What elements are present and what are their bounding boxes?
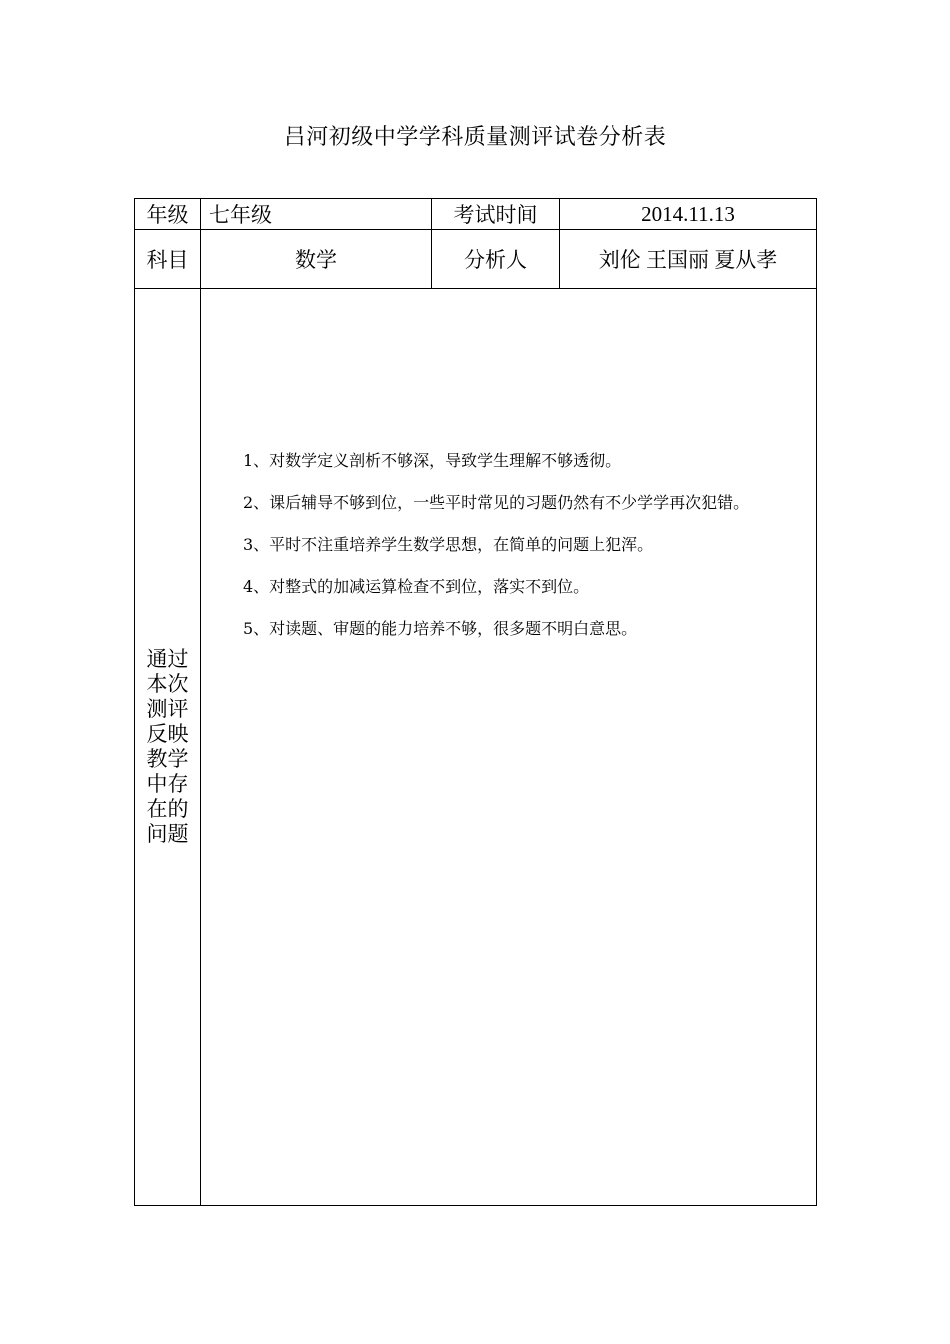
issues-content-cell bbox=[201, 289, 817, 1206]
subject-value: 数学 bbox=[201, 230, 432, 289]
analyst-value: 刘伦 王国丽 夏从孝 bbox=[560, 230, 817, 289]
table-row-grade bbox=[135, 199, 817, 230]
issues-label: 通过本次测评反映教学中存在的问题 bbox=[146, 647, 189, 846]
analysis-table bbox=[134, 198, 817, 1206]
issue-item-3: 3、平时不注重培养学生数学思想，在简单的问题上犯浑。 bbox=[243, 535, 654, 554]
grade-value: 七年级 bbox=[201, 199, 432, 230]
table-row-subject bbox=[135, 230, 817, 289]
issues-label-cell bbox=[135, 289, 201, 1206]
issue-item-2: 2、课后辅导不够到位，一些平时常见的习题仍然有不少学学再次犯错。 bbox=[243, 493, 750, 512]
table-row-issues bbox=[135, 289, 817, 1206]
exam-time-value: 2014.11.13 bbox=[560, 199, 817, 230]
document-title: 吕河初级中学学科质量测评试卷分析表 bbox=[283, 124, 667, 149]
issue-item-4: 4、对整式的加减运算检查不到位，落实不到位。 bbox=[243, 577, 590, 596]
issue-item-5: 5、对读题、审题的能力培养不够，很多题不明白意思。 bbox=[243, 619, 638, 638]
subject-label: 科目 bbox=[135, 230, 201, 289]
issue-item-1: 1、对数学定义剖析不够深，导致学生理解不够透彻。 bbox=[243, 451, 622, 470]
issues-list bbox=[201, 289, 816, 643]
grade-label: 年级 bbox=[135, 199, 201, 230]
analyst-label: 分析人 bbox=[432, 230, 560, 289]
exam-time-label: 考试时间 bbox=[432, 199, 560, 230]
